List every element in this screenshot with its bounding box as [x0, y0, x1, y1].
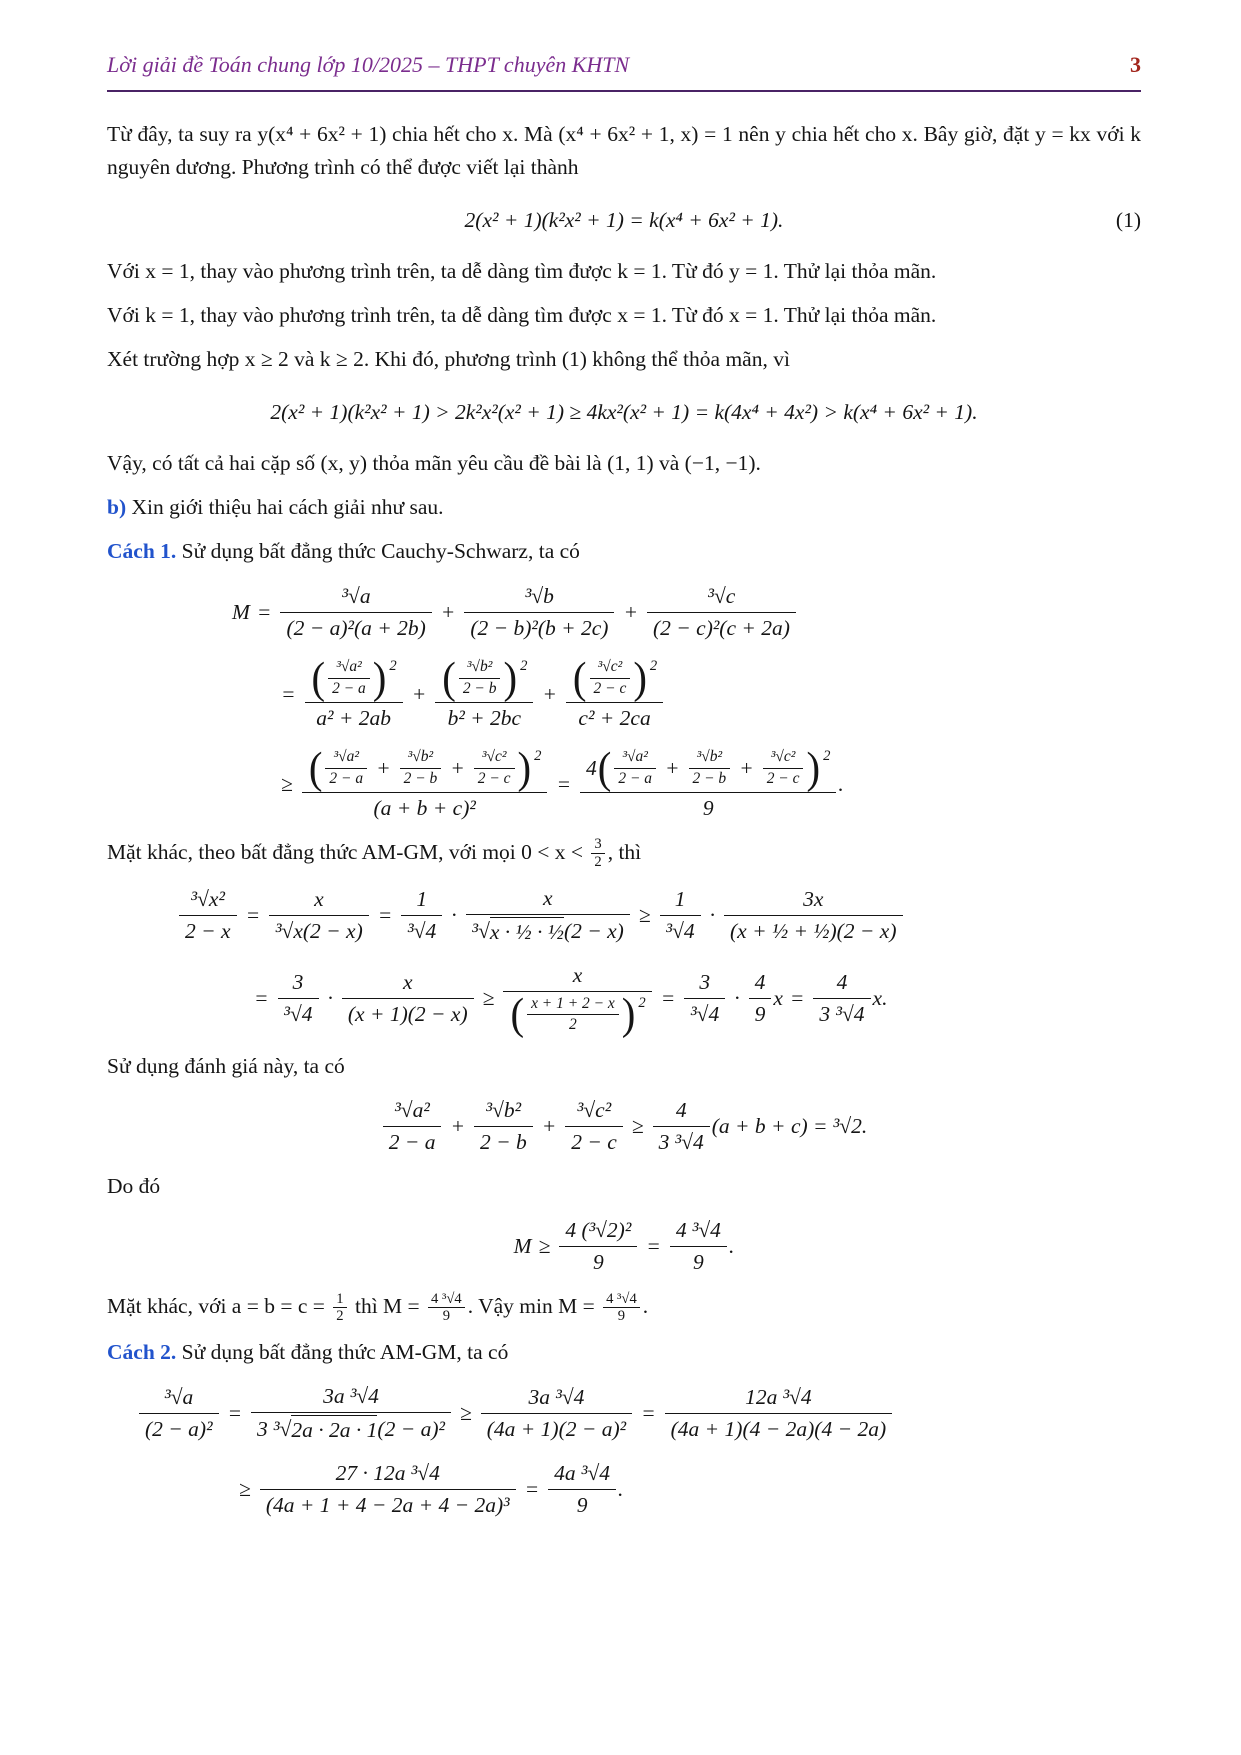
- big-paren: (: [572, 652, 587, 703]
- fraction: 4 ( ³√a² 2 − a + $\frac{\text{³√b²}}{2 - b}$ + $\frac{\text{³√c²}}{2 - c}$ ) 2 9: [580, 745, 836, 823]
- var-x: x: [773, 986, 783, 1011]
- radicand-overline: x · ½ · ½: [490, 917, 564, 946]
- paragraph-method-2: [107, 1336, 1141, 1369]
- inequality-chain-body: 2(x² + 1)(k²x² + 1) > 2k²x²(x² + 1) ≥ 4kx²(x² + 1) = k(4x⁴ + 4x²) > k(x⁴ + 6x² + 1).: [270, 399, 978, 424]
- fraction: ³√a² 2 − a: [383, 1095, 442, 1158]
- cdot-sign: ·: [327, 986, 333, 1011]
- fraction: $\frac{1}{\text{³√4}}$: [401, 884, 442, 947]
- period: .: [728, 1233, 735, 1258]
- exponent: 2: [649, 658, 658, 675]
- exponent: 2: [638, 994, 646, 1011]
- geq-sign: ≥: [459, 1401, 472, 1426]
- equation-M-block: [232, 581, 1141, 824]
- geq-sign: ≥: [239, 1477, 251, 1502]
- var-x-period: x.: [872, 986, 888, 1011]
- equation-1: [107, 205, 1141, 235]
- fraction: ( ³√b² 2 − b ) 2 b² + 2bc: [435, 655, 533, 733]
- equals-sign: =: [377, 902, 393, 927]
- big-paren: ): [633, 652, 647, 703]
- fraction: $\frac{3}{\text{³√4}}$: [684, 967, 725, 1030]
- big-paren: (: [442, 652, 456, 703]
- paragraph-case-ge2: Xét trường hợp x ≥ 2 và k ≥ 2. Khi đó, phương trình (1) không thể thỏa mãn, vì: [107, 347, 790, 372]
- big-paren: (: [597, 742, 612, 793]
- equation-method-2-row-2: [232, 1458, 1141, 1521]
- fraction: $\frac{\text{12a ³√4}}{(4a + 1)(4 - 2a)(4 - 2a)}$: [665, 1382, 892, 1445]
- fraction: $\frac{4}{\text{3 ³√4}}$: [813, 967, 870, 1030]
- part-b-text: Xin giới thiệu hai cách giải như sau.: [131, 495, 444, 520]
- fraction: $\frac{x}{(x + 1)(2 - x)}$: [342, 967, 474, 1030]
- document-title: Lời giải đề Toán chung lớp 10/2025 – THPT chuyên KHTN: [107, 52, 630, 77]
- plus-sign: +: [542, 681, 557, 706]
- geq-sign: ≥: [638, 902, 651, 927]
- equals-sign: =: [256, 599, 272, 624]
- method-2-label: Cách 2.: [107, 1340, 177, 1365]
- fraction: $\frac{\text{³√c²}}{2 - c}$: [565, 1095, 623, 1158]
- plus-sign: +: [450, 756, 465, 781]
- period: .: [618, 1477, 624, 1502]
- paragraph-method-1: [107, 535, 1141, 568]
- big-paren: ): [372, 652, 387, 703]
- fraction: $\frac{\text{³√b²}}{2 - b}$: [400, 747, 442, 789]
- big-paren: (: [510, 988, 525, 1039]
- exponent: 2: [534, 748, 542, 765]
- equals-sign: =: [660, 986, 676, 1011]
- fraction: 3a ³√4 3 ³√ 2a · 2a · 1 (2 − a)²: [251, 1381, 451, 1446]
- equation-sum-tail: (a + b + c) = ³√2.: [711, 1113, 868, 1138]
- var-M: M: [232, 599, 250, 624]
- fraction: ( ³√a² 2 − a + $\frac{\text{³√b²}}{2 - b}$ + $\frac{\text{³√c²}}{2 - c}$ ) 2 (a + b + c)²: [302, 745, 548, 823]
- fraction: 3x (x + ½ + ½)(2 − x): [724, 884, 903, 947]
- equals-sign: =: [254, 986, 269, 1011]
- fraction: $\frac{\text{4 (³√2)²}}{9}$: [559, 1215, 637, 1278]
- exponent: 2: [823, 748, 831, 765]
- method-2-text: Sử dụng bất đẳng thức AM-GM, ta có: [181, 1340, 509, 1365]
- fraction: x + 1 + 2 − x 2: [527, 994, 619, 1036]
- plus-sign: +: [739, 756, 754, 781]
- big-paren: ): [517, 742, 532, 793]
- coefficient: 4: [585, 756, 597, 781]
- fraction: $\frac{\text{³√c²}}{2 - c}$: [474, 747, 515, 789]
- plus-sign: +: [450, 1113, 465, 1138]
- cdot-sign: ·: [734, 986, 740, 1011]
- inline-fraction: $\frac{1}{2}$: [333, 1291, 346, 1326]
- paragraph-use-estimate: Sử dụng đánh giá này, ta có: [107, 1053, 345, 1078]
- fraction: $\frac{4}{\text{3 ³√4}}$: [653, 1095, 710, 1158]
- fraction: ³√a² 2 − a: [614, 747, 656, 789]
- big-paren: ): [621, 988, 636, 1039]
- fraction: $\frac{\text{³√a}}{\text{(2 − a)²}}$: [139, 1382, 219, 1445]
- fraction: 4 9: [749, 967, 772, 1030]
- plus-sign: +: [665, 756, 680, 781]
- fraction: $\frac{\text{4a ³√4}}{9}$: [548, 1458, 616, 1521]
- paragraph-intro: Từ đây, ta suy ra y(x⁴ + 6x² + 1) chia hết cho x. Mà (x⁴ + 6x² + 1, x) = 1 nên y chia hết cho x. Bây giờ, đặt y = kx với k nguyên dương. Phương trình có thể được viết lại thành: [107, 122, 1141, 180]
- fraction: $\frac{x}{\text{³√x(2 − x)}}$: [269, 884, 369, 947]
- big-paren: (: [311, 652, 326, 703]
- equation-1-tag: (1): [1115, 207, 1141, 232]
- geq-sign: ≥: [281, 771, 293, 796]
- exponent: 2: [389, 658, 397, 675]
- cdot-sign: ·: [451, 902, 457, 927]
- fraction: $\frac{\text{³√x²}}{2 - x}$: [179, 884, 237, 947]
- equation-x-block: [177, 883, 1141, 1038]
- page-header: [107, 52, 1141, 92]
- equation-M-bound-row: [107, 1215, 1141, 1278]
- exponent: 2: [520, 658, 528, 675]
- equation-M-row-1: [232, 581, 1141, 644]
- fraction: $\frac{\text{³√b²}}{2 - b}$: [474, 1095, 533, 1158]
- fraction: $\frac{\text{27 · 12a ³√4}}{\text{(4a + 1 + 4 − 2a + 4 − 2a)³}}$: [260, 1458, 516, 1521]
- fraction: ³√c² 2 − c: [590, 657, 631, 699]
- fraction: x ( x + 1 + 2 − x 2 ) 2: [503, 960, 651, 1038]
- fraction: $\frac{\text{³√c²}}{2 - c}$: [763, 747, 804, 789]
- fraction: x ³√ x · ½ · ½ (2 − x): [466, 883, 630, 948]
- plus-sign: +: [541, 1113, 557, 1138]
- fraction: $\frac{\text{³√b²}}{2 - b}$: [689, 747, 731, 789]
- equation-method-2-block: [137, 1381, 1141, 1521]
- equation-method-2-row-1: [137, 1381, 1141, 1446]
- radicand-overline: 2a · 2a · 1: [291, 1415, 377, 1444]
- fraction: ³√b² 2 − b: [459, 657, 501, 699]
- fraction: $\frac{\text{3a ³√4}}{\text{(4a + 1)(2 − a)²}}$: [481, 1382, 632, 1445]
- fraction: $\frac{3}{\text{³√4}}$: [278, 967, 319, 1030]
- equals-sign: =: [281, 681, 296, 706]
- equation-x-row-1: [177, 883, 1141, 948]
- equals-sign: =: [641, 1401, 656, 1426]
- big-paren: (: [308, 742, 323, 793]
- paragraph-conclusion-a: Vậy, có tất cả hai cặp số (x, y) thỏa mãn yêu cầu đề bài là (1, 1) và (−1, −1).: [107, 450, 761, 475]
- equals-sign: =: [646, 1233, 661, 1258]
- fraction: $\frac{\text{4 ³√4}}{9}$: [670, 1215, 727, 1278]
- paragraph-min-conclusion: Mặt khác, với a = b = c = $\frac{1}{2}$ thì M = $\frac{\text{4 ³√4}}{9}$ . Vậy min M = $\frac{\text{4 ³√4}}{9}$ .: [107, 1290, 649, 1325]
- equals-sign: =: [227, 1401, 243, 1426]
- paragraph-case-x1: Với x = 1, thay vào phương trình trên, ta dễ dàng tìm được k = 1. Từ đó y = 1. Thử lại thỏa mãn.: [107, 258, 937, 283]
- equation-M-row-3: [274, 742, 1141, 823]
- fraction: ( ³√c² 2 − c ) 2 c² + 2ca: [566, 655, 663, 733]
- equation-inequality-chain: [107, 397, 1141, 427]
- plus-sign: +: [440, 599, 456, 624]
- plus-sign: +: [411, 681, 427, 706]
- equation-sum-block: [107, 1095, 1141, 1158]
- big-paren: ): [503, 652, 518, 703]
- geq-sign: ≥: [482, 986, 495, 1011]
- big-paren: ): [806, 742, 821, 793]
- inline-fraction: $\frac{3}{2}$: [591, 836, 604, 871]
- equation-1-body: 2(x² + 1)(k²x² + 1) = k(x⁴ + 6x² + 1).: [464, 207, 784, 232]
- inline-fraction: $\frac{\text{4 ³√4}}{9}$: [428, 1291, 465, 1326]
- method-1-text: Sử dụng bất đẳng thức Cauchy-Schwarz, ta có: [181, 539, 580, 564]
- plus-sign: +: [376, 756, 391, 781]
- inline-fraction: $\frac{\text{4 ³√4}}{9}$: [603, 1291, 640, 1326]
- fraction: $\frac{\text{³√c}}{\text{(2 − c)²(c + 2a)}}$: [647, 581, 796, 644]
- geq-sign: ≥: [538, 1233, 551, 1258]
- equals-sign: =: [556, 771, 571, 796]
- equation-x-row-2: [247, 960, 1141, 1038]
- equals-sign: =: [245, 902, 261, 927]
- equals-sign: =: [524, 1477, 540, 1502]
- page-number: 3: [1130, 52, 1141, 77]
- part-b-label: b): [107, 495, 127, 520]
- paragraph-therefore: Do đó: [107, 1173, 161, 1198]
- fraction: ³√a² 2 − a: [328, 657, 370, 699]
- method-1-label: Cách 1.: [107, 539, 177, 564]
- paragraph-case-k1: Với k = 1, thay vào phương trình trên, ta dễ dàng tìm được x = 1. Từ đó x = 1. Thử lại thỏa mãn.: [107, 303, 937, 328]
- equation-sum-row: [107, 1095, 1141, 1158]
- var-M: M: [513, 1233, 532, 1258]
- period: .: [838, 771, 844, 796]
- fraction: ³√a² 2 − a: [325, 747, 367, 789]
- fraction: $\frac{1}{\text{³√4}}$: [660, 884, 701, 947]
- paragraph-part-b: [107, 491, 1141, 524]
- equation-M-row-2: [274, 652, 1141, 733]
- paragraph-amgm-intro: Mặt khác, theo bất đẳng thức AM-GM, với mọi 0 < x < $\frac{3}{2}$ , thì: [107, 836, 642, 871]
- cdot-sign: ·: [709, 902, 715, 927]
- fraction: ( ³√a² 2 − a ) 2 a² + 2ab: [305, 655, 403, 733]
- geq-sign: ≥: [631, 1113, 644, 1138]
- document-body: [107, 118, 1141, 1521]
- equals-sign: =: [789, 986, 805, 1011]
- plus-sign: +: [623, 599, 638, 624]
- fraction: $\frac{\text{³√b}}{\text{(2 − b)²(b + 2c)}}$: [464, 581, 614, 644]
- equation-M-bound-block: [107, 1215, 1141, 1278]
- fraction: $\frac{\text{³√a}}{\text{(2 − a)²(a + 2b)}}$: [280, 581, 431, 644]
